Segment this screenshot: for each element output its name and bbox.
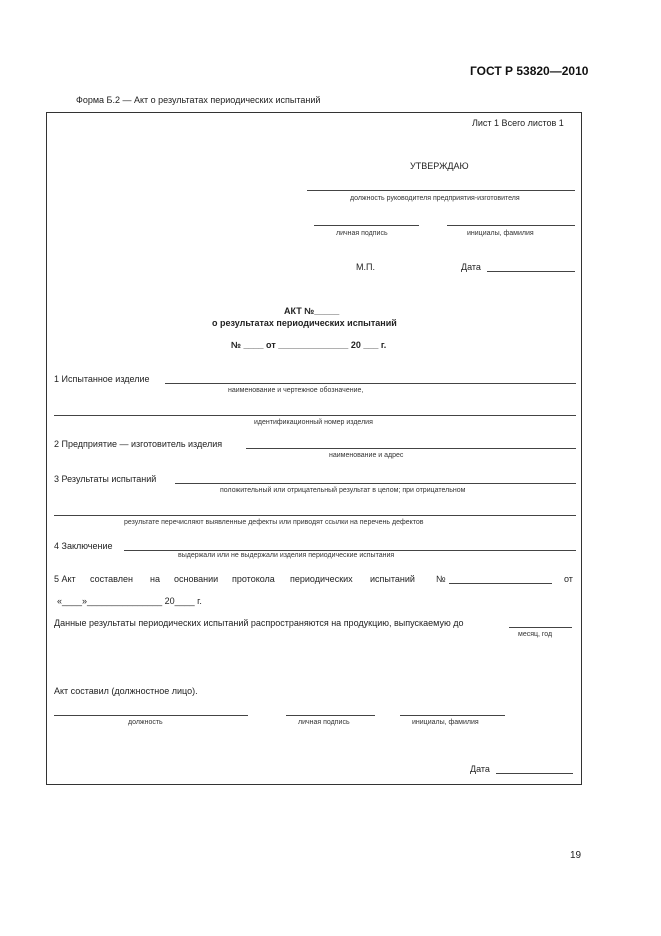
document-code: ГОСТ Р 53820—2010 (470, 64, 589, 78)
item5-date: «____»_______________ 20____ г. (57, 596, 202, 606)
approval-signature-caption: личная подпись (336, 230, 388, 237)
item5-word: составлен (90, 574, 133, 584)
personal-signature-line (286, 715, 375, 716)
act-number-date: № ____ от ______________ 20 ___ г. (231, 340, 387, 350)
item3-line2 (54, 515, 576, 516)
bottom-date-line (496, 773, 573, 774)
compiled-by-label: Акт составил (должностное лицо). (54, 686, 198, 696)
position-line (307, 190, 575, 191)
form-caption: Форма Б.2 — Акт о результатах периодических испытаний (76, 95, 321, 105)
item5-word: основании (174, 574, 219, 584)
approval-signature-line (314, 225, 419, 226)
item5-word: периодических (290, 574, 353, 584)
item5-word: № (436, 574, 446, 584)
approval-title: УТВЕРЖДАЮ (410, 161, 469, 171)
approval-name-caption: инициалы, фамилия (467, 230, 534, 237)
page-number: 19 (570, 850, 582, 861)
item5-word: испытаний (370, 574, 415, 584)
item4-caption: выдержали или не выдержали изделия периодические испытания (178, 552, 395, 559)
item5-word: 5 Акт (54, 574, 76, 584)
act-title: АКТ №_____ (284, 306, 340, 316)
position-signature-line (54, 715, 248, 716)
validity-caption: месяц, год (518, 631, 553, 638)
position-caption-bottom: должность (128, 719, 163, 726)
name-signature-line (400, 715, 505, 716)
position-caption: должность руководителя предприятия-изготовителя (350, 195, 520, 202)
item4-line (124, 550, 576, 551)
stamp-label: М.П. (356, 262, 375, 272)
item1-line (165, 383, 576, 384)
signature-caption-bottom: личная подпись (298, 719, 350, 726)
approval-date-label: Дата (461, 262, 481, 272)
item3-line (175, 483, 576, 484)
item3-caption2: результате перечисляют выявленные дефекты или приводят ссылки на перечень дефектов (124, 519, 424, 526)
item3-caption: положительный или отрицательный результат в целом; при отрицательном (220, 487, 466, 494)
validity-line (509, 627, 572, 628)
item2-caption: наименование и адрес (329, 452, 404, 459)
sheet-count: Лист 1 Всего листов 1 (472, 118, 564, 128)
item5-word: на (150, 574, 160, 584)
approval-date-line (487, 271, 575, 272)
bottom-date-label: Дата (470, 764, 490, 774)
item1-label: 1 Испытанное изделие (54, 374, 150, 384)
item5-word: от (564, 574, 573, 584)
item1-line2 (54, 415, 576, 416)
approval-name-line (447, 225, 575, 226)
item2-line (246, 448, 576, 449)
name-caption-bottom: инициалы, фамилия (412, 719, 479, 726)
item4-label: 4 Заключение (54, 541, 113, 551)
item5-protocol-line (449, 583, 552, 584)
item5-word: протокола (232, 574, 275, 584)
item2-label: 2 Предприятие — изготовитель изделия (54, 439, 223, 449)
item1-caption: наименование и чертежное обозначение, (228, 387, 364, 394)
item1-caption2: идентификационный номер изделия (254, 419, 373, 426)
act-subtitle: о результатах периодических испытаний (212, 318, 397, 328)
validity-text: Данные результаты периодических испытаний распространяются на продукцию, выпускаемую до (54, 618, 464, 628)
item3-label: 3 Результаты испытаний (54, 474, 157, 484)
